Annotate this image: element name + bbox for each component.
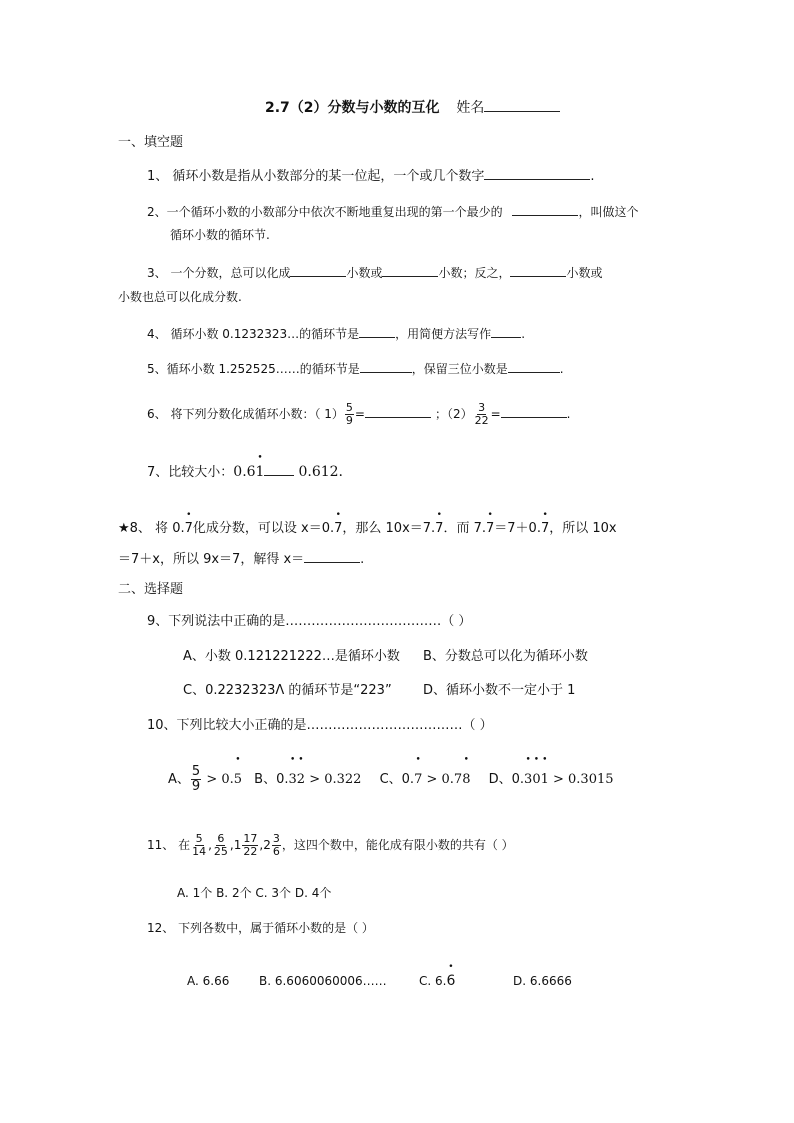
q8-dotted-7-b: • 7 [334, 520, 342, 538]
name-label: 姓名 [456, 100, 485, 116]
q3-blank-3[interactable] [510, 263, 566, 277]
question-7 [147, 462, 343, 482]
q11-fraction-4 [272, 833, 281, 858]
q6-separator: ；（2） [434, 407, 473, 421]
question-2 [147, 202, 638, 221]
q4-part-c: . [521, 327, 526, 341]
q2-line2: 循环小数的循环节. [170, 228, 270, 242]
q10-d-dotted-3: • 1 [541, 765, 549, 795]
q8-dotted-7-e: • 7 [541, 520, 549, 538]
q4-blank-1[interactable] [359, 324, 395, 338]
q11-f4-denominator: 6 [272, 845, 280, 858]
q3-part-d: 小数或 [566, 266, 603, 280]
q10-d-dotted-2: • 0 [532, 765, 540, 795]
q10-options [168, 765, 614, 795]
title-text: 2.7（2）分数与小数的互化 [265, 100, 440, 116]
q12-option-a[interactable]: A. 6.66 [187, 974, 230, 988]
q8-part-e: ＝7＋0. [494, 521, 541, 536]
q10-c-label: C、0. [379, 772, 415, 787]
question-6 [147, 400, 571, 428]
question-3 [147, 263, 603, 282]
question-11: 11、 在 $\frac{5}{14}$ , $\frac{6}{25}$ ,1 $\frac{17}{22}$ ,2 $\frac{3}{6}$ ，这四个数中，能化成有限小数的共有（ ） [147, 832, 514, 858]
q6-fraction-1 [345, 402, 354, 427]
q11-f2-denominator: 25 [213, 845, 228, 858]
q5-part-c: . [559, 362, 564, 376]
q12-c-prefix: C. 6. [419, 974, 447, 988]
q9-option-d[interactable]: D、循环小数不一定小于 1 [423, 683, 576, 698]
section-fill-in: 一、填空题 [118, 135, 184, 150]
q11-fraction-2 [213, 833, 229, 858]
q11-f3-denominator: 22 [243, 845, 258, 858]
q11-f3-numerator: 17 [243, 832, 258, 845]
section-multiple-choice: 二、选择题 [118, 582, 184, 597]
q6-part-a: 6、 将下列分数化成循环小数：（ 1） [147, 407, 344, 421]
q11-f4-numerator: 3 [272, 832, 280, 845]
q8-dotted-7-d: • 7 [486, 520, 494, 538]
q11-rest: ，这四个数中，能化成有限小数的共有（ ） [281, 838, 514, 852]
q7-number-1 [233, 464, 264, 480]
q6-equals-1: = [354, 407, 365, 421]
q10-c-mid: > 0.7 [422, 772, 463, 787]
q2-line1: 2、一个循环小数的小数部分中依次不断地重复出现的第一个最少的 [147, 205, 503, 219]
q1-blank[interactable] [484, 166, 590, 180]
q10-b-dotted-1: • 3 [289, 765, 297, 795]
q8-line2-text: ＝7＋x，所以 9x＝7，解得 x＝ [118, 552, 305, 567]
q7-number-2: 0.612. [298, 464, 343, 480]
q12-c-dotted-digit: • 6 [446, 972, 455, 990]
q4-part-a: 4、 循环小数 0.1232323…的循环节是 [147, 327, 360, 341]
q3-line2: 小数也总可以化成分数. [118, 290, 242, 304]
q5-part-a: 5、循环小数 1.252525……的循环节是 [147, 362, 360, 376]
q11-prefix: 11、 在 [147, 838, 191, 852]
q6-f1-numerator: 5 [345, 401, 353, 414]
q10-stem: 10、下列比较大小正确的是………………………………（ ） [147, 718, 493, 733]
q3-blank-2[interactable] [382, 263, 438, 277]
q5-part-b: ，保留三位小数是 [411, 362, 508, 376]
q6-fraction-2 [474, 402, 490, 427]
q8-dotted-7-c: • 7 [435, 520, 443, 538]
q11-whole-3: 1 [233, 838, 242, 852]
q8-dotted-7-a: • 7 [185, 520, 193, 538]
q10-b-label: B、0. [254, 772, 289, 787]
q9-option-c[interactable]: C、0.2232323Λ 的循环节是“223” [183, 683, 392, 698]
q11-f2-numerator: 6 [217, 832, 225, 845]
q6-f2-numerator: 3 [478, 401, 486, 414]
q12-stem: 12、 下列各数中，属于循环小数的是（ ） [147, 921, 374, 935]
q8-line2 [118, 549, 364, 569]
q10-d-dotted-1: • 3 [524, 765, 532, 795]
question-8 [118, 520, 617, 538]
question-1 [147, 166, 595, 186]
q3-part-b: 小数或 [346, 266, 383, 280]
q1-end: . [590, 169, 595, 184]
q6-blank-2[interactable] [501, 404, 567, 418]
q5-blank-2[interactable] [508, 359, 560, 373]
q6-equals-2: = [490, 407, 501, 421]
q2-blank[interactable] [512, 202, 578, 216]
q10-option-d[interactable] [489, 772, 614, 787]
q3-part-a: 3、 一个分数，总可以化成 [147, 266, 291, 280]
q9-option-a[interactable]: A、小数 0.121221222…是循环小数 [183, 649, 400, 664]
q8-part-d: ．而 7. [443, 521, 486, 536]
q12-option-b[interactable]: B. 6.6060060006…… [259, 974, 387, 988]
q8-blank[interactable] [304, 549, 360, 563]
q11-fraction-1 [191, 833, 207, 858]
q10-a-numerator: 5 [191, 764, 201, 779]
q7-num1-prefix: 0.6 [233, 464, 256, 480]
q7-blank[interactable] [264, 462, 294, 476]
q10-a-rest: > 0. [202, 772, 234, 787]
q10-d-rest: > 0.3015 [548, 772, 614, 787]
q12-option-c[interactable] [419, 972, 455, 990]
q8-part-f: ，所以 10x [549, 521, 617, 536]
q10-c-dotted-2: • 8 [462, 765, 470, 795]
q8-part-c: ，那么 10x＝7. [342, 521, 436, 536]
page-title [265, 98, 560, 117]
q2-line1-end: ，叫做这个 [578, 205, 639, 219]
q6-blank-1[interactable] [365, 404, 431, 418]
q11-f1-numerator: 5 [195, 832, 203, 845]
name-blank[interactable] [484, 98, 560, 112]
q5-blank-1[interactable] [360, 359, 412, 373]
q10-c-dotted-1: • 7 [414, 765, 422, 795]
q7-label: 7、比较大小： [147, 465, 234, 480]
q10-option-c[interactable] [380, 772, 471, 787]
q10-option-b[interactable] [254, 772, 361, 787]
q1-text: 1、 循环小数是指从小数部分的某一位起，一个或几个数字 [147, 169, 485, 184]
q10-b-dotted-2: • 2 [297, 765, 305, 795]
q11-whole-4: 2 [263, 838, 271, 852]
q12-option-d[interactable]: D. 6.6666 [513, 974, 572, 988]
q6-f1-denominator: 9 [345, 414, 353, 427]
q7-num1-dotted-digit: • 1 [256, 463, 265, 481]
q4-blank-2[interactable] [491, 324, 521, 338]
q6-f2-denominator: 22 [474, 414, 489, 427]
q9-stem: 9、下列说法中正确的是………………………………（ ） [147, 614, 472, 629]
q10-a-fraction [191, 765, 201, 794]
q4-part-b: ，用简便方法写作 [395, 327, 492, 341]
q11-fraction-3 [242, 833, 258, 858]
q11-f1-denominator: 14 [192, 845, 207, 858]
q8-part-a: ★8、 将 0. [118, 521, 185, 536]
q10-a-dotted-digit: • 5 [234, 765, 242, 795]
q10-a-label: A、 [168, 772, 190, 787]
q3-part-c: 小数；反之， [438, 266, 511, 280]
q10-a-denominator: 9 [191, 779, 201, 794]
q10-option-a[interactable] [168, 764, 243, 794]
q8-line2-end: . [360, 552, 365, 567]
q6-end: . [566, 407, 571, 421]
q10-d-label: D、0. [488, 772, 525, 787]
q11-options[interactable]: A. 1个 B. 2个 C. 3个 D. 4个 [177, 886, 332, 900]
q3-blank-1[interactable] [290, 263, 346, 277]
q9-option-b[interactable]: B、分数总可以化为循环小数 [423, 649, 588, 664]
q8-part-b: 化成分数，可以设 x＝0. [192, 521, 335, 536]
q10-b-rest: > 0.322 [305, 772, 362, 787]
question-5 [147, 359, 564, 378]
question-4 [147, 324, 525, 343]
